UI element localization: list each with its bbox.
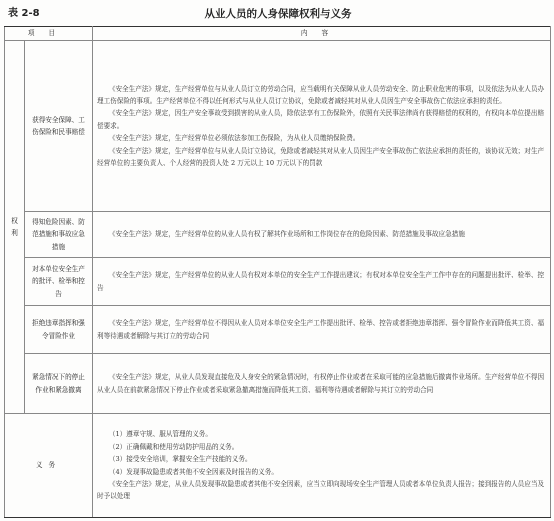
table-caption — [8, 6, 548, 22]
duty-item: （4）发现事故隐患或者其他不安全因素及时报告的义务。 — [108, 467, 278, 476]
row-content — [93, 41, 551, 212]
header-item: 项目 — [5, 27, 93, 41]
row-content — [93, 212, 551, 258]
table-row — [5, 306, 551, 354]
rights-duties-table — [4, 26, 551, 518]
table-row — [5, 258, 551, 306]
table-row — [5, 41, 551, 212]
row-content — [93, 258, 551, 306]
paragraph: 《安全生产法》规定，生产经营单位的从业人员有权了解其作业场所和工作岗位存在的危险因素、防范措施及事故应急措施 — [108, 230, 465, 239]
row-label: 拒绝违章指挥和强令冒险作业 — [25, 306, 93, 354]
row-label: 紧急情况下的停止作业和紧急撤离 — [25, 354, 93, 414]
row-content — [93, 354, 551, 414]
paragraph: 《安全生产法》规定，生产经营单位的从业人员有权对本单位的安全生产工作提出建议；有权对本单位安全生产工作中存在的问题提出批评、检举、控告 — [97, 271, 545, 292]
paragraph: 《安全生产法》规定，生产经营单位必须依法参加工伤保险，为从业人员缴纳保险费。 — [108, 134, 360, 143]
row-label: 对本单位安全生产的批评、检举和控告 — [25, 258, 93, 306]
table-title: 从业人员的人身保障权利与义务 — [204, 8, 352, 20]
duty-item: 《安全生产法》规定，从业人员发现事故隐患或者其他不安全因素，应当立即向现场安全生产管理人员或者本单位负责人报告；接到报告的人员应当及时予以处理 — [97, 479, 545, 501]
paragraph: 《安全生产法》规定，从业人员发现直接危及人身安全的紧急情况时，有权停止作业或者在采取可能的应急措施后撤离作业场所。生产经营单位不得因从业人员在前款紧急情况下停止作业或者采取紧急撤离措施而降低其工资、福利等待遇或者解除与其订立的劳动合同 — [97, 373, 545, 394]
table-row — [5, 414, 551, 518]
row-label: 得知危险因素、防范措施和事故应急措施 — [25, 212, 93, 258]
table-number: 表 2-8 — [8, 8, 40, 19]
duties-label: 义务 — [5, 414, 93, 518]
table-row — [5, 212, 551, 258]
rights-label: 权利 — [5, 41, 25, 414]
paragraph: 《安全生产法》规定，生产经营单位与从业人员订立协议，免除或者减轻其对从业人员因生产安全事故伤亡依法应承担的责任的，该协议无效；对生产经营单位的主要负责人、个人经营的投资人处 2 万元以上 10 万元以下的罚款 — [97, 146, 545, 168]
table-row — [5, 354, 551, 414]
header-content: 内容 — [93, 27, 551, 41]
paragraph: 《安全生产法》规定，因生产安全事故受到损害的从业人员，除依法享有工伤保险外，依照有关民事法律尚有获得赔偿的权利的，有权向本单位提出赔偿要求。 — [97, 109, 545, 130]
row-content — [93, 306, 551, 354]
duty-item: （2）正确佩戴和使用劳动防护用品的义务。 — [108, 442, 239, 451]
table-header-row — [5, 27, 551, 41]
paragraph: 《安全生产法》规定，生产经营单位与从业人员订立的劳动合同，应当载明有关保障从业人员劳动安全、防止职业危害的事项，以及依法为从业人员办理工伤保险的事项。生产经营单位不得以任何形式与从业人员订立协议，免除或者减轻其对从业人员因生产安全事故伤亡依法应承担的责任。 — [97, 84, 545, 105]
duty-item: （1）遵章守规、服从管理的义务。 — [108, 430, 212, 439]
row-label: 获得安全保障、工伤保险和民事赔偿 — [25, 41, 93, 212]
paragraph: 《安全生产法》规定，生产经营单位不得因从业人员对本单位安全生产工作提出批评、检举、控告或者拒绝违章指挥、强令冒险作业而降低其工资、福利等待遇或者解除与其订立的劳动合同 — [97, 319, 545, 340]
duty-item: （3）接受安全培训，掌握安全生产技能的义务。 — [108, 455, 252, 464]
duties-content — [93, 414, 551, 518]
